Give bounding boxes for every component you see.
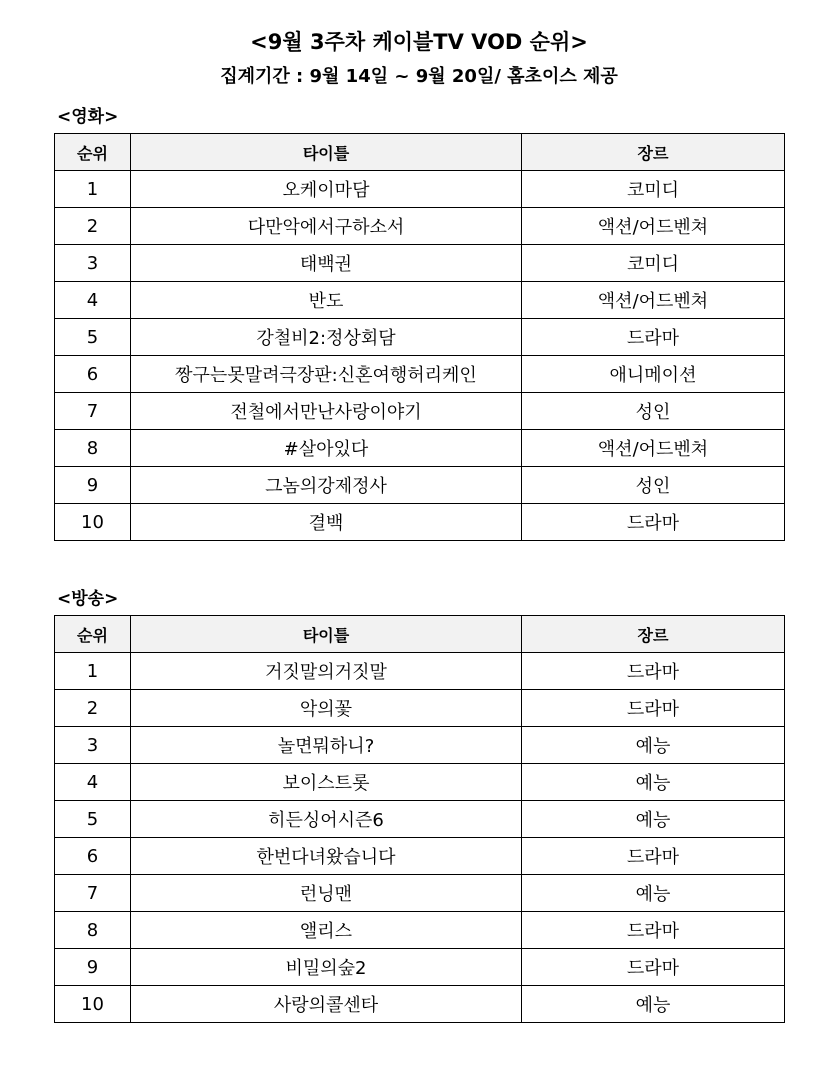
title-cell: 짱구는못말려극장판:신혼여행허리케인	[131, 356, 522, 393]
table-row	[55, 319, 785, 356]
genre-cell: 액션/어드벤쳐	[522, 430, 785, 467]
genre-cell: 예능	[522, 875, 785, 912]
title-cell: 강철비2:정상회담	[131, 319, 522, 356]
genre-cell: 액션/어드벤쳐	[522, 208, 785, 245]
genre-cell: 드라마	[522, 838, 785, 875]
rank-cell: 7	[55, 393, 131, 430]
rank-cell: 9	[55, 949, 131, 986]
title-cell: 비밀의숲2	[131, 949, 522, 986]
rank-cell: 6	[55, 838, 131, 875]
rank-cell: 3	[55, 245, 131, 282]
rank-cell: 3	[55, 727, 131, 764]
table-row	[55, 467, 785, 504]
rank-cell: 8	[55, 912, 131, 949]
table-row	[55, 912, 785, 949]
table-row	[55, 504, 785, 541]
title-cell: 보이스트롯	[131, 764, 522, 801]
title-cell: 악의꽃	[131, 690, 522, 727]
rank-cell: 1	[55, 171, 131, 208]
genre-cell: 성인	[522, 393, 785, 430]
movie-ranking-body	[55, 171, 785, 541]
rank-cell: 4	[55, 764, 131, 801]
title-cell: 오케이마담	[131, 171, 522, 208]
rank-cell: 7	[55, 875, 131, 912]
rank-cell: 4	[55, 282, 131, 319]
title-cell: 거짓말의거짓말	[131, 653, 522, 690]
rank-cell: 10	[55, 504, 131, 541]
table-row	[55, 949, 785, 986]
genre-cell: 드라마	[522, 949, 785, 986]
table-row	[55, 653, 785, 690]
table-row	[55, 875, 785, 912]
table-row	[55, 986, 785, 1023]
genre-cell: 성인	[522, 467, 785, 504]
table-row	[55, 171, 785, 208]
rank-cell: 5	[55, 319, 131, 356]
rank-cell: 5	[55, 801, 131, 838]
rank-cell: 6	[55, 356, 131, 393]
genre-cell: 액션/어드벤쳐	[522, 282, 785, 319]
genre-cell: 예능	[522, 727, 785, 764]
title-cell: 사랑의콜센타	[131, 986, 522, 1023]
genre-cell: 드라마	[522, 319, 785, 356]
genre-cell: 드라마	[522, 653, 785, 690]
genre-cell: 드라마	[522, 504, 785, 541]
genre-cell: 예능	[522, 986, 785, 1023]
table-row	[55, 245, 785, 282]
column-header-title: 타이틀	[131, 134, 522, 171]
rank-cell: 9	[55, 467, 131, 504]
rank-cell: 8	[55, 430, 131, 467]
genre-cell: 드라마	[522, 912, 785, 949]
table-row	[55, 727, 785, 764]
table-row	[55, 801, 785, 838]
table-row	[55, 282, 785, 319]
table-row	[55, 690, 785, 727]
genre-cell: 예능	[522, 764, 785, 801]
rank-cell: 2	[55, 690, 131, 727]
title-cell: 그놈의강제정사	[131, 467, 522, 504]
table-row	[55, 430, 785, 467]
title-cell: 전철에서만난사랑이야기	[131, 393, 522, 430]
genre-cell: 코미디	[522, 171, 785, 208]
title-cell: 다만악에서구하소서	[131, 208, 522, 245]
column-header-title: 타이틀	[131, 616, 522, 653]
column-header-rank: 순위	[55, 134, 131, 171]
title-cell: 한번다녀왔습니다	[131, 838, 522, 875]
title-cell: 결백	[131, 504, 522, 541]
table-row	[55, 356, 785, 393]
column-header-genre: 장르	[522, 134, 785, 171]
genre-cell: 드라마	[522, 690, 785, 727]
column-header-rank: 순위	[55, 616, 131, 653]
table-row	[55, 208, 785, 245]
title-cell: #살아있다	[131, 430, 522, 467]
section-label-tv: <방송>	[57, 589, 119, 609]
table-row	[55, 838, 785, 875]
title-cell: 반도	[131, 282, 522, 319]
table-header-row	[55, 616, 785, 653]
rank-cell: 10	[55, 986, 131, 1023]
title-cell: 태백권	[131, 245, 522, 282]
genre-cell: 코미디	[522, 245, 785, 282]
genre-cell: 예능	[522, 801, 785, 838]
column-header-genre: 장르	[522, 616, 785, 653]
table-row	[55, 764, 785, 801]
tv-ranking-body	[55, 653, 785, 1023]
table-header-row	[55, 134, 785, 171]
movie-ranking-table	[54, 133, 785, 541]
table-row	[55, 393, 785, 430]
title-cell: 놀면뭐하니?	[131, 727, 522, 764]
title-cell: 앨리스	[131, 912, 522, 949]
title-cell: 히든싱어시즌6	[131, 801, 522, 838]
section-label-movies: <영화>	[57, 107, 119, 127]
tv-ranking-table	[54, 615, 785, 1023]
page-title: <9월 3주차 케이블TV VOD 순위>	[250, 30, 588, 54]
rank-cell: 2	[55, 208, 131, 245]
genre-cell: 애니메이션	[522, 356, 785, 393]
rank-cell: 1	[55, 653, 131, 690]
page-subtitle: 집계기간 : 9월 14일 ~ 9월 20일/ 홈초이스 제공	[220, 66, 618, 87]
title-cell: 런닝맨	[131, 875, 522, 912]
